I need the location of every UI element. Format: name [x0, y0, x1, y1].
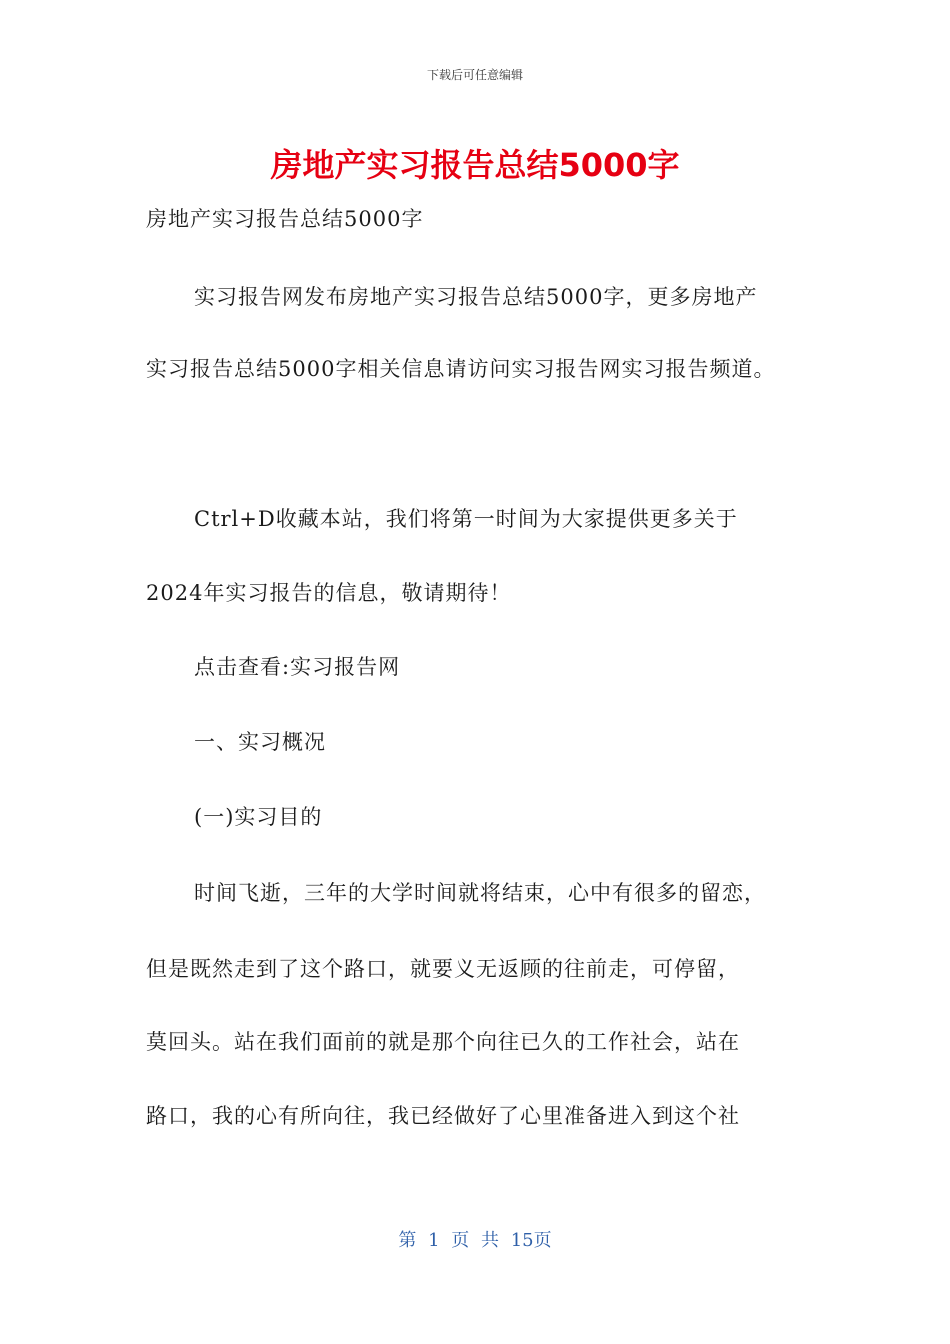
- paragraph-line: 路口，我的心有所向往，我已经做好了心里准备进入到这个社: [146, 1104, 740, 1128]
- section-heading: 一、实习概况: [194, 730, 326, 754]
- paragraph-line: 时间飞逝，三年的大学时间就将结束，心中有很多的留恋，: [194, 881, 766, 905]
- paragraph-line: Ctrl+D收藏本站，我们将第一时间为大家提供更多关于: [194, 507, 738, 531]
- paragraph-line: 莫回头。站在我们面前的就是那个向往已久的工作社会，站在: [146, 1030, 740, 1054]
- paragraph-line: 实习报告网发布房地产实习报告总结5000字，更多房地产: [194, 285, 758, 309]
- header-note: 下载后可任意编辑: [426, 68, 523, 82]
- paragraph-line: 但是既然走到了这个路口，就要义无返顾的往前走，可停留，: [146, 957, 740, 981]
- subtitle-line: 房地产实习报告总结5000字: [146, 207, 424, 231]
- subsection-heading: (一)实习目的: [194, 805, 323, 829]
- document-title: 房地产实习报告总结5000字: [270, 146, 680, 184]
- paragraph-line: 实习报告总结5000字相关信息请访问实习报告网实习报告频道。: [146, 357, 776, 381]
- link-line: 点击查看:实习报告网: [194, 655, 401, 679]
- paragraph-line: 2024年实习报告的信息，敬请期待！: [146, 581, 512, 605]
- page-footer: 第 1 页 共 15页: [398, 1230, 552, 1251]
